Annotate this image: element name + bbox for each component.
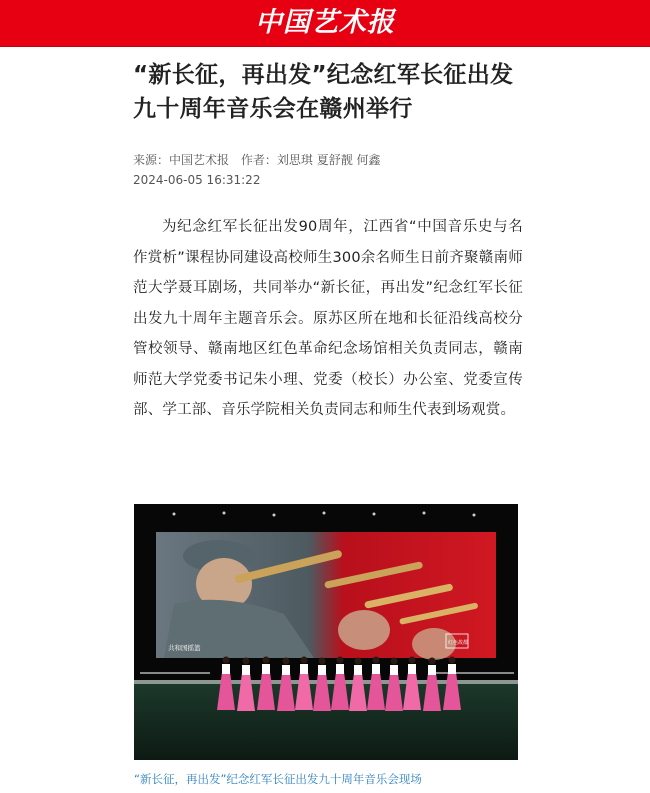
concert-photo [134,504,518,760]
article-paragraph: 为纪念红军长征出发90周年，江西省“中国音乐史与名作赏析”课程协同建设高校师生300余名师生日前齐聚赣南师范大学聂耳剧场，共同举办“新长征，再出发”纪念红军长征出发九十周年主题音乐会。原苏区所在地和长征沿线高校分管校领导、赣南地区红色革命纪念场馆相关负责同志，赣南师范大学党委书记朱小理、党委（校长）办公室、党委宣传部、学工部、音乐学院相关负责同志和师生代表到场观赏。 [133,219,523,418]
publish-datetime: 2024-06-05 16:31:22 [133,173,261,187]
site-logo[interactable]: 中国艺术报 [255,7,395,38]
screen-caption-left: 共和国摇篮 [168,644,201,652]
screen-caption-right: 红色故都 [448,640,469,646]
article-byline [133,150,523,170]
site-header [0,0,650,47]
photo-caption: “新长征，再出发”纪念红军长征出发九十周年音乐会现场 [134,772,422,786]
article-title: “新长征，再出发”纪念红军长征出发九十周年音乐会在赣州举行 [133,62,514,122]
concert-photo-illustration [134,504,518,760]
article [133,58,523,440]
article-meta [133,150,523,190]
source-name: 中国艺术报 [169,153,230,167]
source-label: 来源： [133,153,170,167]
author-label: 作者： [240,153,277,167]
author-names: 刘思琪 夏舒靓 何鑫 [276,153,381,167]
